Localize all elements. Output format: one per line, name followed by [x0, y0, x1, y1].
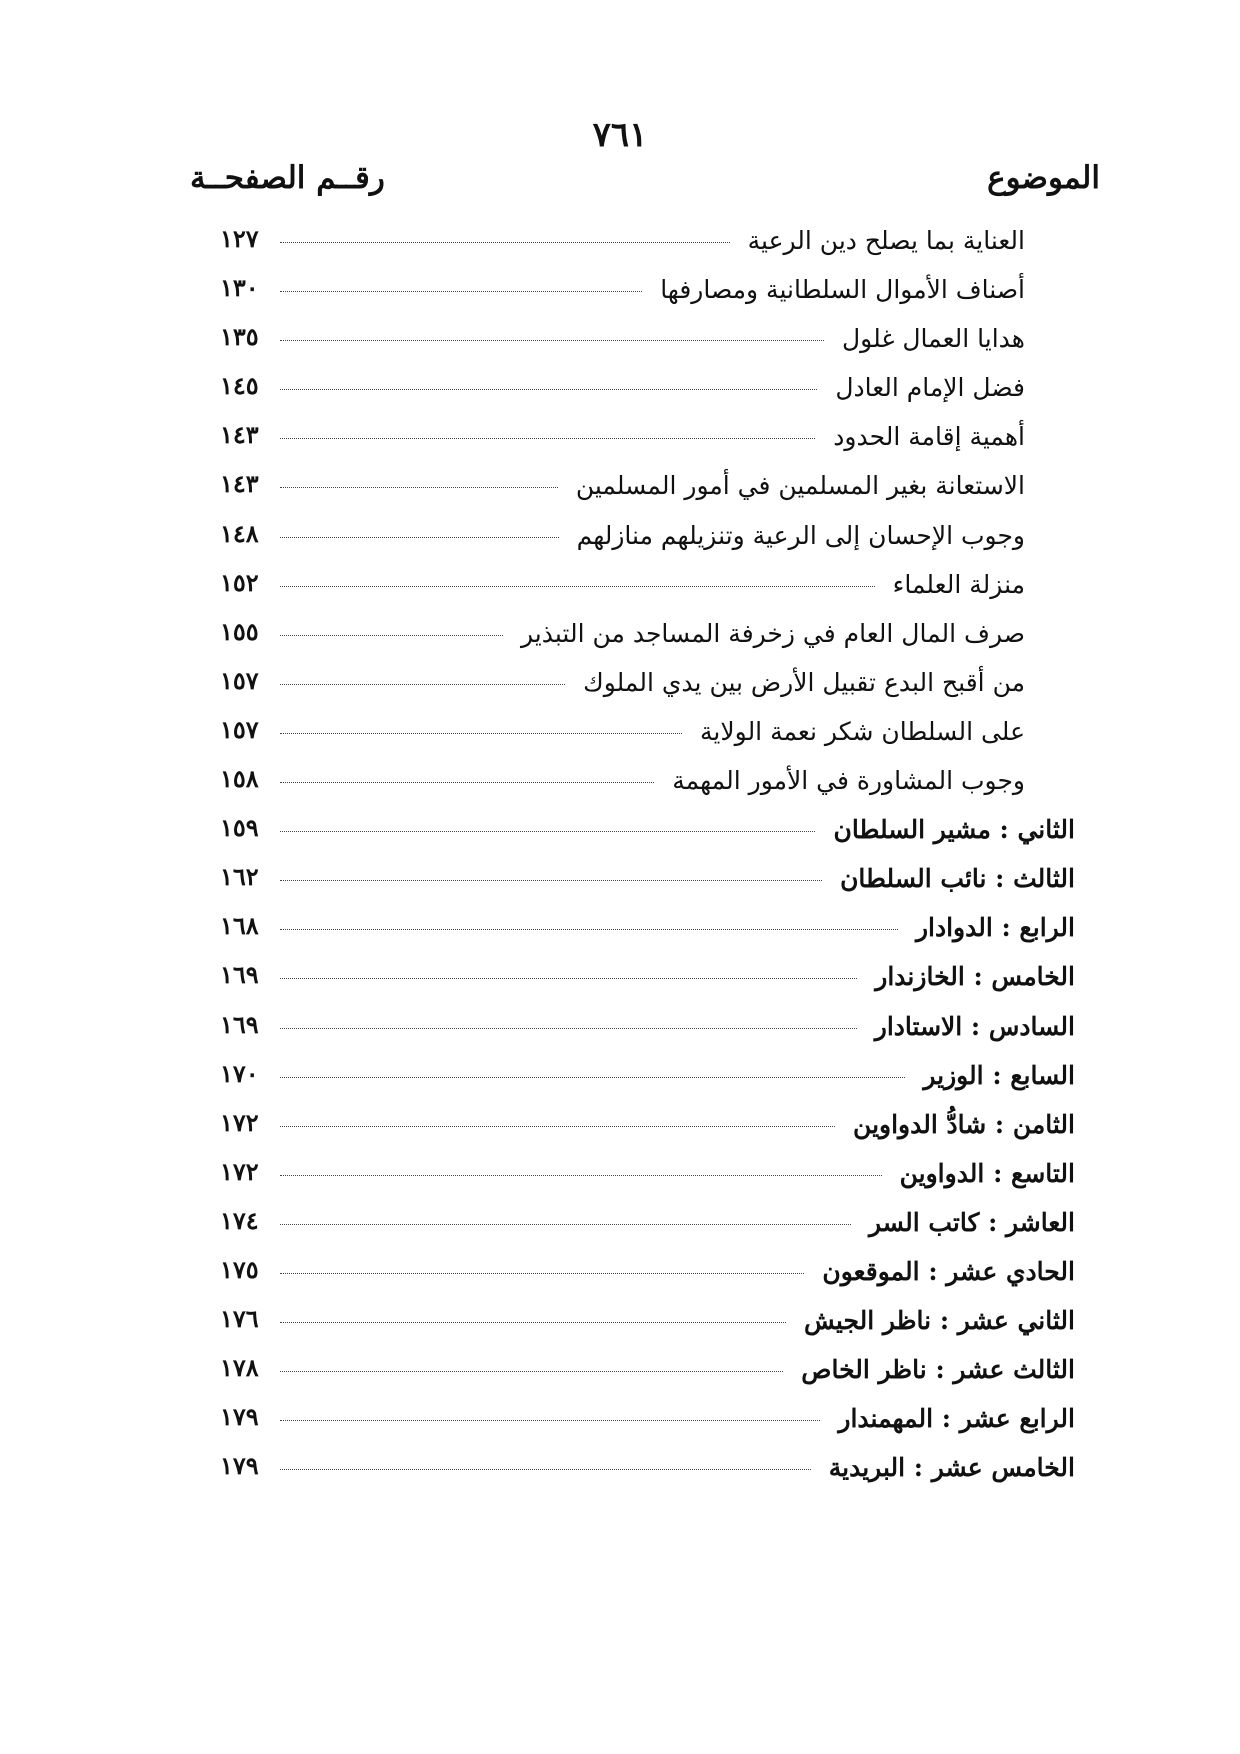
toc-entry-title: من أقبح البدع تقبيل الأرض بين يدي الملوك	[583, 667, 1025, 697]
toc-entry-page-number: ١٦٨	[220, 911, 259, 941]
dot-leader	[280, 1371, 783, 1372]
toc-entry-page-number: ١٧٩	[220, 1451, 259, 1481]
toc-entry-page-number: ١٧٦	[220, 1304, 259, 1334]
dot-leader	[280, 1420, 820, 1421]
toc-entry	[0, 907, 1240, 956]
toc-entry	[0, 1055, 1240, 1104]
dot-leader	[280, 1273, 804, 1274]
toc-entry-page-number: ١٣٠	[220, 273, 259, 303]
dot-leader	[280, 586, 875, 587]
toc-entry-title: وجوب المشاورة في الأمور المهمة	[672, 766, 1025, 796]
toc-entry-title: التاسع : الدواوين	[899, 1158, 1075, 1188]
page-column-heading: رقــم الصفحــة	[190, 160, 385, 196]
toc-entry-page-number: ١٤٨	[220, 518, 259, 548]
toc-entry-page-number: ١٤٣	[220, 420, 259, 450]
toc-entry-title: الرابع : الدوادار	[915, 913, 1075, 943]
toc-entry-title: الخامس عشر : البريدية	[828, 1453, 1075, 1483]
dot-leader	[280, 487, 558, 488]
page-number: ٧٦١	[592, 115, 648, 155]
toc-entry-page-number: ١٦٢	[220, 862, 259, 892]
toc-entry-page-number: ١٥٨	[220, 764, 259, 794]
toc-entry	[0, 1349, 1240, 1398]
toc-entry-title: الحادي عشر : الموقعون	[822, 1256, 1075, 1286]
toc-entry-page-number: ١٥٩	[220, 813, 259, 843]
toc-entry	[0, 1202, 1240, 1251]
toc-entry-title: الثالث : نائب السلطان	[840, 864, 1075, 894]
toc-entry	[0, 1398, 1240, 1447]
toc-entry-page-number: ١٧٢	[220, 1156, 259, 1186]
toc-entry-page-number: ١٣٥	[220, 322, 259, 352]
toc-entry	[0, 809, 1240, 858]
dot-leader	[280, 1077, 905, 1078]
toc-entry	[0, 416, 1240, 465]
toc-entry-page-number: ١٧٩	[220, 1402, 259, 1432]
toc-entry-title: الثامن : شادُّ الدواوين	[853, 1109, 1075, 1139]
toc-entry-title: صرف المال العام في زخرفة المساجد من التبذير	[520, 618, 1025, 648]
toc-entry-title: الثاني عشر : ناظر الجيش	[804, 1306, 1075, 1336]
dot-leader	[280, 782, 654, 783]
table-of-contents	[0, 220, 1240, 1496]
toc-entry-page-number: ١٥٧	[220, 714, 259, 744]
toc-entry-title: وجوب الإحسان إلى الرعية وتنزيلهم منازلهم	[576, 520, 1025, 550]
toc-entry	[0, 613, 1240, 662]
dot-leader	[280, 340, 824, 341]
toc-entry-page-number: ١٥٧	[220, 665, 259, 695]
toc-entry	[0, 1300, 1240, 1349]
toc-entry-page-number: ١٤٣	[220, 469, 259, 499]
toc-entry-title: السابع : الوزير	[923, 1060, 1075, 1090]
toc-entry	[0, 1006, 1240, 1055]
dot-leader	[280, 389, 817, 390]
dot-leader	[280, 1126, 835, 1127]
toc-entry	[0, 465, 1240, 514]
toc-entry-page-number: ١٦٩	[220, 1009, 259, 1039]
toc-entry-title: الرابع عشر : المهمندار	[838, 1404, 1075, 1434]
toc-entry-title: على السلطان شكر نعمة الولاية	[700, 716, 1025, 746]
dot-leader	[280, 1469, 811, 1470]
toc-entry	[0, 1153, 1240, 1202]
toc-entry-title: الثالث عشر : ناظر الخاص	[801, 1355, 1075, 1385]
toc-entry	[0, 564, 1240, 613]
dot-leader	[280, 242, 730, 243]
toc-entry-title: العناية بما يصلح دين الرعية	[747, 226, 1025, 255]
toc-entry	[0, 956, 1240, 1005]
toc-entry	[0, 220, 1240, 269]
dot-leader	[280, 684, 565, 685]
toc-entry-page-number: ١٤٥	[220, 371, 259, 401]
dot-leader	[280, 1322, 786, 1323]
toc-entry	[0, 515, 1240, 564]
dot-leader	[280, 831, 815, 832]
dot-leader	[280, 880, 822, 881]
toc-entry	[0, 269, 1240, 318]
toc-entry-page-number: ١٧٤	[220, 1205, 259, 1235]
toc-entry-title: منزلة العلماء	[892, 569, 1025, 599]
toc-entry-page-number: ١٦٩	[220, 960, 259, 990]
toc-entry	[0, 1447, 1240, 1496]
toc-entry-page-number: ١٧٢	[220, 1107, 259, 1137]
dot-leader	[280, 1224, 851, 1225]
toc-entry-page-number: ١٧٠	[220, 1058, 259, 1088]
toc-entry-page-number: ١٥٥	[220, 616, 259, 646]
toc-entry	[0, 1251, 1240, 1300]
dot-leader	[280, 929, 898, 930]
dot-leader	[280, 537, 559, 538]
toc-entry-page-number: ١٧٥	[220, 1254, 259, 1284]
toc-entry-page-number: ١٥٢	[220, 567, 259, 597]
dot-leader	[280, 438, 815, 439]
toc-entry-page-number: ١٢٧	[220, 224, 259, 253]
toc-entry	[0, 318, 1240, 367]
toc-entry	[0, 858, 1240, 907]
toc-entry-title: هدايا العمال غلول	[841, 324, 1025, 354]
toc-entry	[0, 711, 1240, 760]
toc-entry-title: السادس : الاستادار	[874, 1011, 1075, 1041]
toc-entry-title: العاشر : كاتب السر	[868, 1207, 1075, 1237]
toc-entry-title: الثاني : مشير السلطان	[833, 815, 1075, 845]
dot-leader	[280, 1028, 857, 1029]
dot-leader	[280, 978, 857, 979]
toc-header	[180, 160, 1100, 208]
toc-entry-title: أصناف الأموال السلطانية ومصارفها	[660, 275, 1025, 305]
dot-leader	[280, 635, 503, 636]
dot-leader	[280, 291, 642, 292]
toc-entry	[0, 662, 1240, 711]
toc-entry	[0, 760, 1240, 809]
toc-entry-title: الاستعانة بغير المسلمين في أمور المسلمين	[575, 471, 1025, 501]
toc-entry	[0, 367, 1240, 416]
toc-entry-title: الخامس : الخازندار	[875, 962, 1075, 992]
dot-leader	[280, 1175, 882, 1176]
topic-column-heading: الموضوع	[987, 160, 1100, 196]
dot-leader	[280, 733, 682, 734]
toc-entry-title: أهمية إقامة الحدود	[833, 422, 1025, 452]
toc-entry-page-number: ١٧٨	[220, 1353, 259, 1383]
toc-entry-title: فضل الإمام العادل	[835, 373, 1025, 403]
toc-entry	[0, 1104, 1240, 1153]
